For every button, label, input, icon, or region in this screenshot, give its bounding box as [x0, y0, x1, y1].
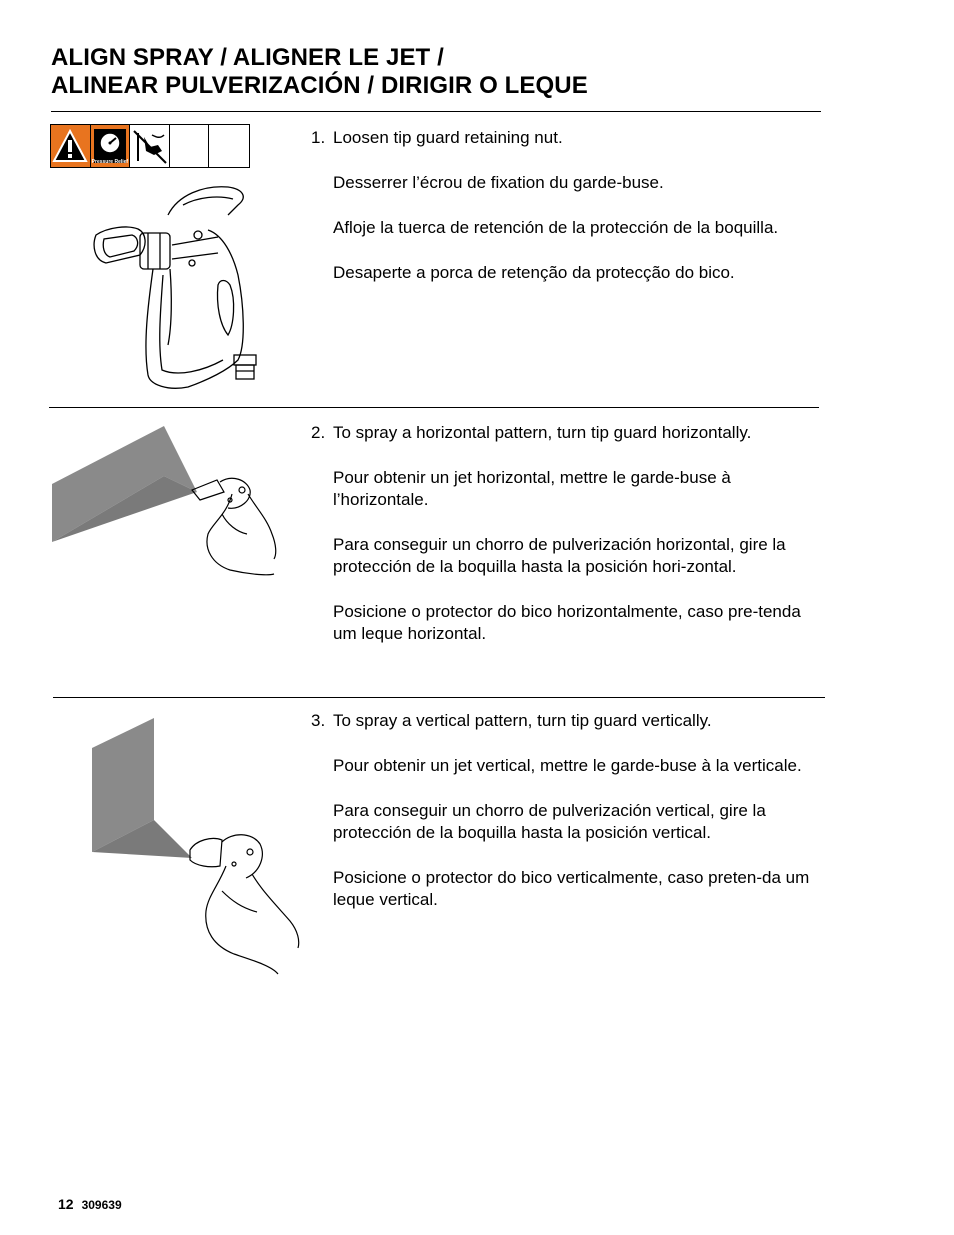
document-number: 309639: [81, 1198, 122, 1212]
page-title: [51, 44, 588, 100]
step-1-portuguese: Desaperte a porca de retenção da protecção do bico.: [333, 263, 735, 282]
title-line-1: ALIGN SPRAY / ALIGNER LE JET /: [51, 44, 444, 71]
step-1-english: Loosen tip guard retaining nut.: [333, 128, 563, 147]
step-3-english: To spray a vertical pattern, turn tip guard vertically.: [333, 711, 712, 730]
step-3-portuguese: Posicione o protector do bico verticalmente, caso preten-da um leque vertical.: [333, 868, 810, 909]
step-1-spanish: Afloje la tuerca de retención de la protección de la boquilla.: [333, 218, 779, 237]
page-footer: [58, 1196, 122, 1212]
warning-icon-strip: [50, 124, 250, 168]
spray-gun-illustration: [88, 175, 268, 400]
step-2-number: 2.: [311, 423, 326, 442]
step-2-spanish: Para conseguir un chorro de pulverización horizontal, gire la protección de la boquilla hasta la posición hori-zontal.: [333, 535, 786, 576]
step-1: [311, 127, 831, 307]
step-1-french: Desserrer l’écrou de fixation du garde-buse.: [333, 173, 664, 192]
pressure-relief-icon: [91, 125, 131, 167]
step-3-number: 3.: [311, 711, 326, 730]
empty-icon-slot: [170, 125, 210, 167]
warning-triangle-icon: [51, 125, 91, 167]
step-2-french: Pour obtenir un jet horizontal, mettre le garde-buse à l’horizontale.: [333, 468, 731, 509]
empty-icon-slot: [209, 125, 249, 167]
step-2-rule: [53, 697, 825, 698]
step-3-spanish: Para conseguir un chorro de pulverización vertical, gire la protección de la boquilla hasta la posición vertical.: [333, 801, 766, 842]
step-2: [311, 422, 811, 668]
step-2-portuguese: Posicione o protector do bico horizontalmente, caso pre-tenda um leque horizontal.: [333, 602, 801, 643]
page-number: 12: [58, 1196, 74, 1212]
title-rule: [51, 111, 821, 112]
step-1-rule: [49, 407, 819, 408]
vertical-spray-illustration: [92, 716, 312, 976]
pressure-relief-label: Pressure Relief: [91, 159, 129, 165]
no-hand-spray-icon: [130, 125, 170, 167]
horizontal-spray-illustration: [52, 424, 282, 584]
title-line-2: ALINEAR PULVERIZACIÓN / DIRIGIR O LEQUE: [51, 72, 588, 99]
step-2-english: To spray a horizontal pattern, turn tip guard horizontally.: [333, 423, 752, 442]
step-3-french: Pour obtenir un jet vertical, mettre le garde-buse à la verticale.: [333, 756, 802, 775]
step-1-number: 1.: [311, 128, 326, 147]
step-3: [311, 710, 811, 934]
